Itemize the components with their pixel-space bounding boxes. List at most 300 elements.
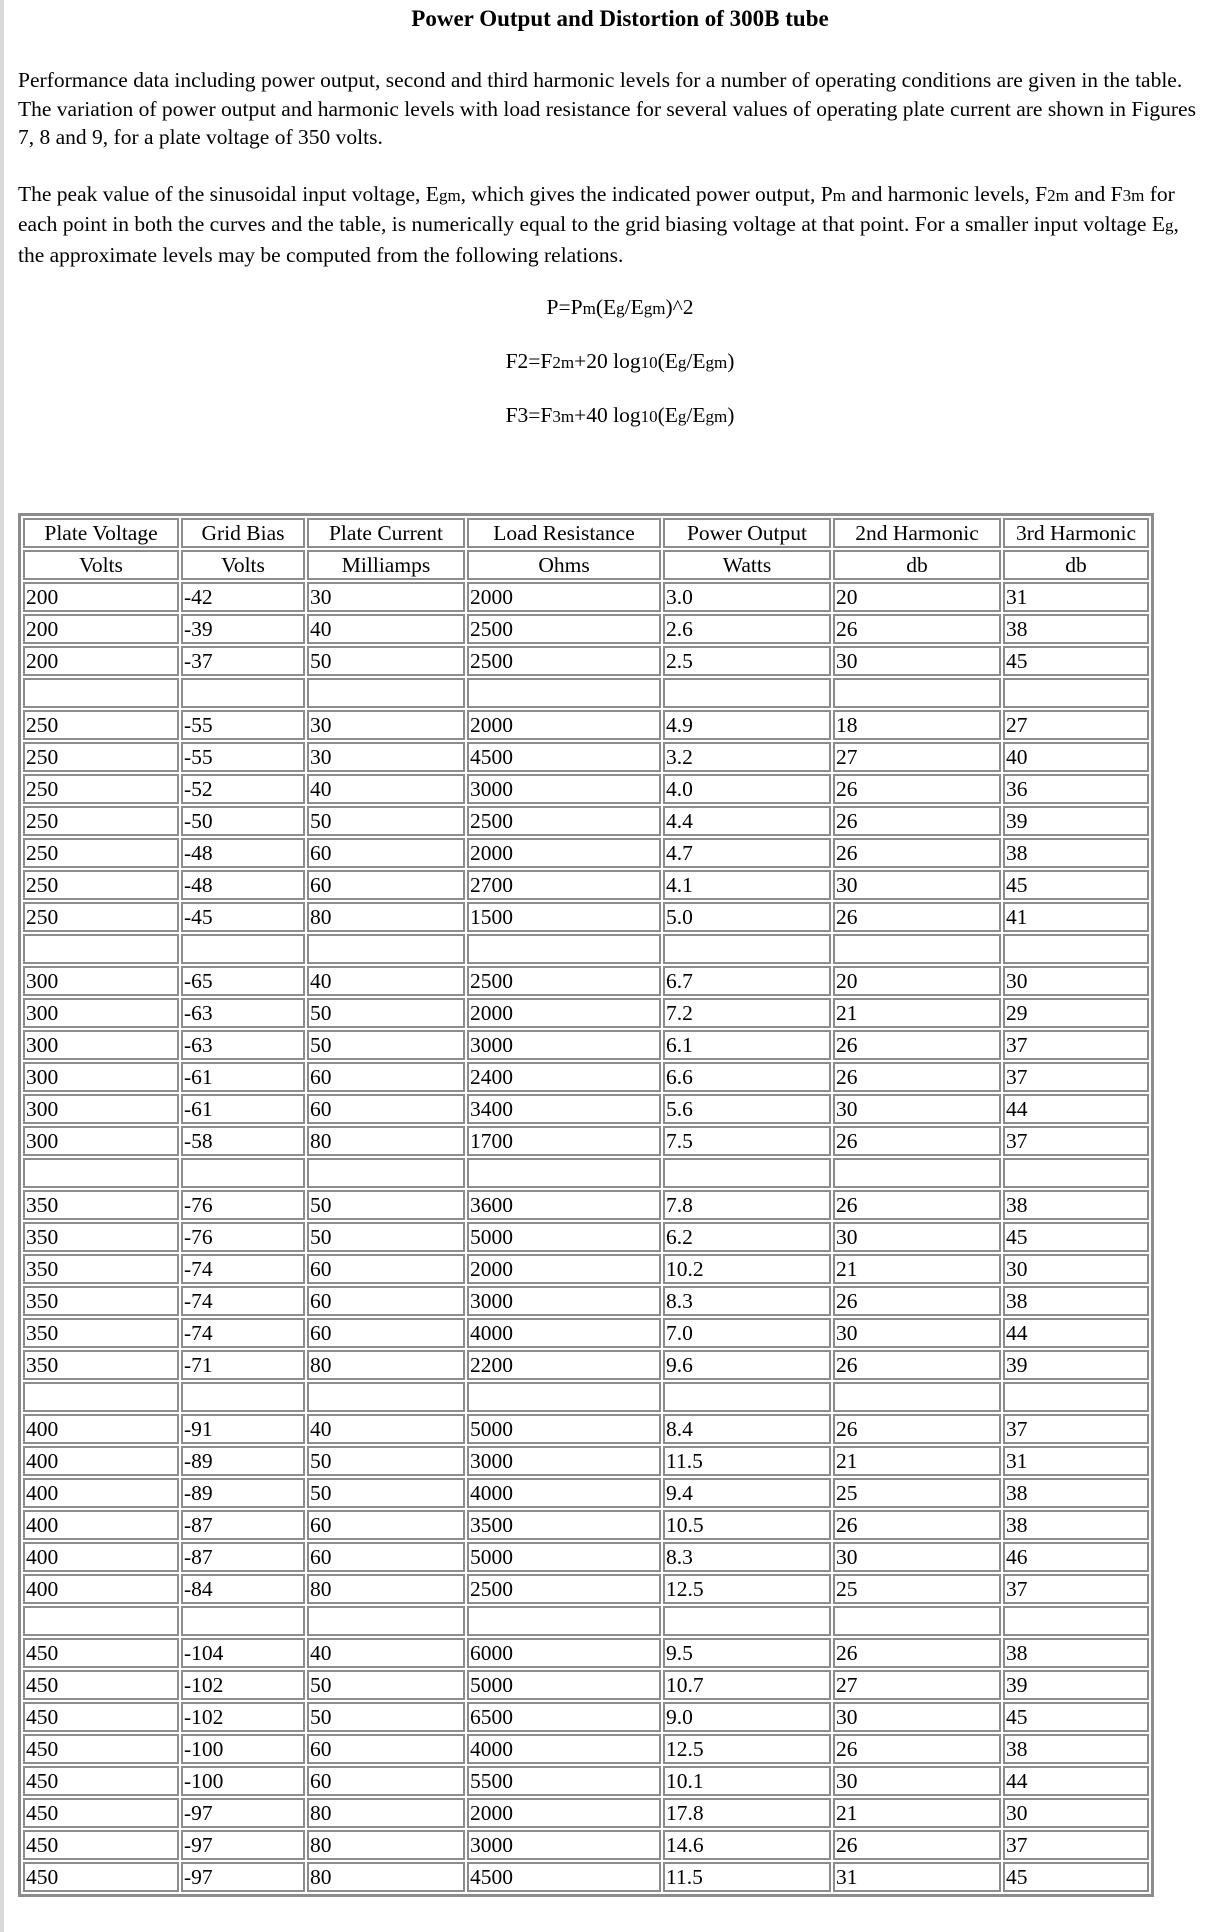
text-run: P=P (546, 295, 583, 319)
cell-third-harmonic: 46 (1003, 1542, 1149, 1572)
header-plate-current: Plate Current (307, 518, 465, 548)
cell-plate-current: 40 (307, 1414, 465, 1444)
empty-cell (1003, 1158, 1149, 1188)
cell-second-harmonic: 26 (833, 1510, 1001, 1540)
group-separator-row (23, 1158, 1149, 1188)
cell-power-output: 11.5 (663, 1446, 831, 1476)
text-run: m (832, 185, 846, 205)
table-row (23, 1478, 1149, 1508)
cell-third-harmonic: 44 (1003, 1318, 1149, 1348)
cell-plate-voltage: 450 (23, 1702, 179, 1732)
cell-plate-current: 60 (307, 1734, 465, 1764)
cell-third-harmonic: 37 (1003, 1030, 1149, 1060)
table-row (23, 614, 1149, 644)
cell-load-resistance: 5000 (467, 1542, 661, 1572)
cell-grid-bias: -48 (181, 870, 305, 900)
cell-grid-bias: -52 (181, 774, 305, 804)
text-run: (E (657, 349, 678, 373)
table-row (23, 1350, 1149, 1380)
cell-grid-bias: -76 (181, 1190, 305, 1220)
cell-grid-bias: -74 (181, 1254, 305, 1284)
unit-power-output: Watts (663, 550, 831, 580)
cell-third-harmonic: 45 (1003, 1222, 1149, 1252)
cell-load-resistance: 6500 (467, 1702, 661, 1732)
cell-plate-current: 50 (307, 646, 465, 676)
cell-third-harmonic: 38 (1003, 614, 1149, 644)
empty-cell (307, 934, 465, 964)
cell-grid-bias: -104 (181, 1638, 305, 1668)
text-run: gm (705, 407, 728, 426)
cell-grid-bias: -89 (181, 1478, 305, 1508)
table-row (23, 774, 1149, 804)
cell-second-harmonic: 26 (833, 1350, 1001, 1380)
cell-plate-current: 40 (307, 774, 465, 804)
cell-grid-bias: -61 (181, 1094, 305, 1124)
cell-third-harmonic: 30 (1003, 1798, 1149, 1828)
group-separator-row (23, 678, 1149, 708)
cell-load-resistance: 2700 (467, 870, 661, 900)
cell-second-harmonic: 18 (833, 710, 1001, 740)
text-run: g (616, 299, 625, 318)
cell-second-harmonic: 26 (833, 1190, 1001, 1220)
cell-third-harmonic: 37 (1003, 1414, 1149, 1444)
cell-plate-voltage: 250 (23, 838, 179, 868)
cell-second-harmonic: 30 (833, 1222, 1001, 1252)
cell-plate-current: 60 (307, 838, 465, 868)
text-run: 10 (640, 407, 658, 426)
cell-power-output: 4.9 (663, 710, 831, 740)
cell-third-harmonic: 37 (1003, 1574, 1149, 1604)
cell-grid-bias: -97 (181, 1830, 305, 1860)
cell-second-harmonic: 26 (833, 1286, 1001, 1316)
cell-power-output: 6.2 (663, 1222, 831, 1252)
cell-power-output: 5.6 (663, 1094, 831, 1124)
cell-power-output: 17.8 (663, 1798, 831, 1828)
cell-plate-current: 50 (307, 1670, 465, 1700)
empty-cell (467, 678, 661, 708)
table-row (23, 1094, 1149, 1124)
table-row (23, 1862, 1149, 1892)
cell-load-resistance: 6000 (467, 1638, 661, 1668)
cell-power-output: 9.6 (663, 1350, 831, 1380)
empty-cell (1003, 1382, 1149, 1412)
cell-grid-bias: -97 (181, 1862, 305, 1892)
cell-load-resistance: 3400 (467, 1094, 661, 1124)
cell-plate-voltage: 300 (23, 1030, 179, 1060)
cell-power-output: 9.4 (663, 1478, 831, 1508)
cell-second-harmonic: 25 (833, 1478, 1001, 1508)
cell-power-output: 7.8 (663, 1190, 831, 1220)
text-run: 10 (640, 353, 658, 372)
table-row (23, 1830, 1149, 1860)
cell-grid-bias: -55 (181, 710, 305, 740)
empty-cell (467, 934, 661, 964)
cell-second-harmonic: 27 (833, 742, 1001, 772)
cell-plate-current: 50 (307, 1478, 465, 1508)
empty-cell (467, 1158, 661, 1188)
cell-third-harmonic: 38 (1003, 1638, 1149, 1668)
empty-cell (23, 1606, 179, 1636)
cell-load-resistance: 1700 (467, 1126, 661, 1156)
table-row (23, 1798, 1149, 1828)
empty-cell (307, 678, 465, 708)
cell-load-resistance: 2500 (467, 966, 661, 996)
cell-plate-current: 50 (307, 1030, 465, 1060)
cell-load-resistance: 4000 (467, 1318, 661, 1348)
cell-third-harmonic: 37 (1003, 1830, 1149, 1860)
table-row (23, 1286, 1149, 1316)
cell-grid-bias: -74 (181, 1318, 305, 1348)
cell-power-output: 4.1 (663, 870, 831, 900)
cell-grid-bias: -76 (181, 1222, 305, 1252)
table-row (23, 806, 1149, 836)
cell-load-resistance: 4000 (467, 1478, 661, 1508)
cell-second-harmonic: 27 (833, 1670, 1001, 1700)
cell-plate-voltage: 400 (23, 1414, 179, 1444)
cell-third-harmonic: 38 (1003, 1510, 1149, 1540)
cell-power-output: 6.1 (663, 1030, 831, 1060)
cell-plate-voltage: 400 (23, 1478, 179, 1508)
cell-grid-bias: -55 (181, 742, 305, 772)
cell-load-resistance: 5000 (467, 1670, 661, 1700)
cell-load-resistance: 3000 (467, 1030, 661, 1060)
table-row (23, 646, 1149, 676)
cell-plate-voltage: 350 (23, 1286, 179, 1316)
empty-cell (663, 1606, 831, 1636)
cell-second-harmonic: 26 (833, 1414, 1001, 1444)
header-load-resistance: Load Resistance (467, 518, 661, 548)
text-run: /E (624, 295, 644, 319)
cell-second-harmonic: 31 (833, 1862, 1001, 1892)
cell-grid-bias: -74 (181, 1286, 305, 1316)
empty-cell (307, 1158, 465, 1188)
cell-grid-bias: -48 (181, 838, 305, 868)
empty-cell (181, 1382, 305, 1412)
second-harmonic-formula (30, 347, 1210, 377)
cell-third-harmonic: 38 (1003, 838, 1149, 868)
cell-plate-current: 30 (307, 742, 465, 772)
cell-power-output: 10.2 (663, 1254, 831, 1284)
cell-plate-current: 40 (307, 1638, 465, 1668)
cell-load-resistance: 2500 (467, 614, 661, 644)
table-row (23, 1318, 1149, 1348)
cell-third-harmonic: 41 (1003, 902, 1149, 932)
cell-plate-voltage: 250 (23, 710, 179, 740)
cell-plate-current: 80 (307, 1862, 465, 1892)
cell-power-output: 4.7 (663, 838, 831, 868)
cell-plate-current: 80 (307, 1574, 465, 1604)
cell-plate-voltage: 450 (23, 1862, 179, 1892)
cell-third-harmonic: 45 (1003, 1702, 1149, 1732)
cell-plate-voltage: 350 (23, 1318, 179, 1348)
cell-load-resistance: 5000 (467, 1414, 661, 1444)
cell-third-harmonic: 38 (1003, 1734, 1149, 1764)
cell-power-output: 9.0 (663, 1702, 831, 1732)
text-run: /E (686, 403, 706, 427)
empty-cell (23, 1158, 179, 1188)
cell-plate-current: 60 (307, 1286, 465, 1316)
empty-cell (23, 934, 179, 964)
text-run: g (677, 407, 687, 426)
cell-plate-voltage: 400 (23, 1574, 179, 1604)
cell-second-harmonic: 26 (833, 1062, 1001, 1092)
table-row (23, 966, 1149, 996)
cell-plate-voltage: 250 (23, 742, 179, 772)
text-run: and harmonic levels, F (845, 181, 1048, 206)
text-run: 2m (1047, 185, 1069, 205)
cell-plate-current: 50 (307, 1702, 465, 1732)
cell-plate-voltage: 400 (23, 1542, 179, 1572)
cell-power-output: 10.1 (663, 1766, 831, 1796)
cell-load-resistance: 2000 (467, 582, 661, 612)
cell-plate-voltage: 250 (23, 902, 179, 932)
cell-grid-bias: -42 (181, 582, 305, 612)
text-run: 3m (552, 407, 575, 426)
text-run: , which gives the indicated power output, P (460, 181, 833, 206)
cell-power-output: 4.4 (663, 806, 831, 836)
cell-plate-voltage: 200 (23, 646, 179, 676)
cell-third-harmonic: 30 (1003, 1254, 1149, 1284)
table-row (23, 1126, 1149, 1156)
cell-third-harmonic: 44 (1003, 1766, 1149, 1796)
cell-load-resistance: 4500 (467, 1862, 661, 1892)
empty-cell (833, 678, 1001, 708)
table-row (23, 742, 1149, 772)
cell-plate-voltage: 350 (23, 1190, 179, 1220)
unit-load-resistance: Ohms (467, 550, 661, 580)
table-row (23, 1414, 1149, 1444)
cell-plate-current: 60 (307, 1766, 465, 1796)
cell-third-harmonic: 44 (1003, 1094, 1149, 1124)
cell-grid-bias: -61 (181, 1062, 305, 1092)
empty-cell (1003, 1606, 1149, 1636)
empty-cell (181, 934, 305, 964)
cell-grid-bias: -37 (181, 646, 305, 676)
page-title: Power Output and Distortion of 300B tube (411, 6, 829, 31)
empty-cell (833, 1382, 1001, 1412)
cell-load-resistance: 2200 (467, 1350, 661, 1380)
cell-plate-voltage: 200 (23, 614, 179, 644)
cell-load-resistance: 2000 (467, 1254, 661, 1284)
table-container (18, 513, 1154, 1897)
cell-grid-bias: -97 (181, 1798, 305, 1828)
cell-third-harmonic: 45 (1003, 646, 1149, 676)
table-row (23, 1702, 1149, 1732)
table-row (23, 902, 1149, 932)
table-row (23, 1510, 1149, 1540)
text-run: +40 log (574, 403, 641, 427)
table-row (23, 838, 1149, 868)
cell-grid-bias: -84 (181, 1574, 305, 1604)
header-2nd-harmonic: 2nd Harmonic (833, 518, 1001, 548)
document-page (18, 0, 1198, 1889)
empty-cell (467, 1606, 661, 1636)
cell-power-output: 7.2 (663, 998, 831, 1028)
cell-second-harmonic: 26 (833, 1830, 1001, 1860)
text-run: F2=F (505, 349, 553, 373)
cell-grid-bias: -100 (181, 1734, 305, 1764)
cell-third-harmonic: 38 (1003, 1190, 1149, 1220)
cell-third-harmonic: 40 (1003, 742, 1149, 772)
cell-load-resistance: 3500 (467, 1510, 661, 1540)
cell-power-output: 9.5 (663, 1638, 831, 1668)
cell-second-harmonic: 26 (833, 806, 1001, 836)
cell-third-harmonic: 38 (1003, 1286, 1149, 1316)
table-row (23, 582, 1149, 612)
cell-load-resistance: 4500 (467, 742, 661, 772)
cell-third-harmonic: 37 (1003, 1126, 1149, 1156)
cell-plate-voltage: 400 (23, 1446, 179, 1476)
table-row (23, 1446, 1149, 1476)
empty-cell (663, 1158, 831, 1188)
empty-cell (663, 678, 831, 708)
table-row (23, 870, 1149, 900)
header-row (23, 518, 1149, 548)
cell-second-harmonic: 30 (833, 1318, 1001, 1348)
cell-second-harmonic: 25 (833, 1574, 1001, 1604)
cell-plate-voltage: 450 (23, 1734, 179, 1764)
cell-grid-bias: -39 (181, 614, 305, 644)
cell-plate-voltage: 250 (23, 870, 179, 900)
cell-grid-bias: -65 (181, 966, 305, 996)
cell-power-output: 8.4 (663, 1414, 831, 1444)
cell-load-resistance: 5500 (467, 1766, 661, 1796)
cell-second-harmonic: 30 (833, 1542, 1001, 1572)
header-power-output: Power Output (663, 518, 831, 548)
cell-third-harmonic: 31 (1003, 1446, 1149, 1476)
cell-second-harmonic: 26 (833, 1734, 1001, 1764)
table-row (23, 1574, 1149, 1604)
cell-plate-current: 30 (307, 582, 465, 612)
cell-load-resistance: 3000 (467, 1446, 661, 1476)
text-run: )^2 (665, 295, 694, 319)
cell-grid-bias: -45 (181, 902, 305, 932)
group-separator-row (23, 1382, 1149, 1412)
cell-load-resistance: 1500 (467, 902, 661, 932)
empty-cell (833, 1158, 1001, 1188)
cell-plate-current: 50 (307, 1446, 465, 1476)
cell-second-harmonic: 26 (833, 1638, 1001, 1668)
intro-paragraph (18, 66, 1198, 152)
text-run: gm (705, 353, 728, 372)
table-row (23, 1222, 1149, 1252)
header-3rd-harmonic: 3rd Harmonic (1003, 518, 1149, 548)
cell-second-harmonic: 30 (833, 1766, 1001, 1796)
text-run: 3m (1122, 185, 1145, 205)
cell-grid-bias: -50 (181, 806, 305, 836)
cell-grid-bias: -87 (181, 1510, 305, 1540)
cell-plate-voltage: 450 (23, 1798, 179, 1828)
intro-line-2: The variation of power output and harmonic levels with load resistance for several values of operating plate current are shown in Figures 7, 8 and 9, for a plate voltage of 350 volts. (18, 96, 1196, 149)
cell-plate-voltage: 250 (23, 774, 179, 804)
cell-third-harmonic: 30 (1003, 966, 1149, 996)
cell-plate-current: 40 (307, 614, 465, 644)
cell-second-harmonic: 20 (833, 582, 1001, 612)
cell-power-output: 8.3 (663, 1286, 831, 1316)
cell-second-harmonic: 30 (833, 870, 1001, 900)
text-run: gm (438, 185, 461, 205)
cell-plate-current: 80 (307, 1798, 465, 1828)
empty-cell (181, 678, 305, 708)
cell-load-resistance: 5000 (467, 1222, 661, 1252)
cell-plate-voltage: 250 (23, 806, 179, 836)
cell-grid-bias: -58 (181, 1126, 305, 1156)
table-row (23, 1542, 1149, 1572)
cell-load-resistance: 2400 (467, 1062, 661, 1092)
cell-plate-voltage: 450 (23, 1830, 179, 1860)
table-row (23, 998, 1149, 1028)
cell-plate-voltage: 200 (23, 582, 179, 612)
text-run: (E (595, 295, 617, 319)
cell-plate-current: 50 (307, 998, 465, 1028)
empty-cell (833, 934, 1001, 964)
cell-power-output: 5.0 (663, 902, 831, 932)
cell-second-harmonic: 30 (833, 1094, 1001, 1124)
text-run: +20 log (574, 349, 641, 373)
cell-second-harmonic: 30 (833, 646, 1001, 676)
cell-third-harmonic: 45 (1003, 870, 1149, 900)
cell-grid-bias: -100 (181, 1766, 305, 1796)
cell-second-harmonic: 20 (833, 966, 1001, 996)
cell-plate-voltage: 450 (23, 1766, 179, 1796)
cell-power-output: 7.0 (663, 1318, 831, 1348)
cell-grid-bias: -102 (181, 1702, 305, 1732)
cell-second-harmonic: 21 (833, 998, 1001, 1028)
intro-line-1: Performance data including power output, second and third harmonic levels for a number of operating conditions are given in the table. (18, 68, 1183, 92)
text-run: g (1164, 216, 1174, 235)
left-border (0, 0, 4, 1932)
table-row (23, 1190, 1149, 1220)
empty-cell (307, 1606, 465, 1636)
table-row (23, 1734, 1149, 1764)
cell-second-harmonic: 26 (833, 1126, 1001, 1156)
cell-plate-voltage: 300 (23, 998, 179, 1028)
empty-cell (181, 1158, 305, 1188)
header-grid-bias: Grid Bias (181, 518, 305, 548)
text-run: for each point in both the curves and the table, is numerically equal to the grid biasing voltage at that point. For a smaller input voltage E (18, 181, 1175, 236)
text-run: and F (1068, 181, 1123, 206)
cell-power-output: 8.3 (663, 1542, 831, 1572)
table-row (23, 1670, 1149, 1700)
performance-table (18, 513, 1154, 1897)
cell-load-resistance: 2500 (467, 1574, 661, 1604)
cell-second-harmonic: 26 (833, 614, 1001, 644)
cell-plate-voltage: 350 (23, 1254, 179, 1284)
cell-plate-current: 50 (307, 1190, 465, 1220)
group-separator-row (23, 1606, 1149, 1636)
cell-plate-current: 80 (307, 1350, 465, 1380)
cell-load-resistance: 4000 (467, 1734, 661, 1764)
cell-plate-current: 80 (307, 1126, 465, 1156)
cell-power-output: 10.7 (663, 1670, 831, 1700)
cell-load-resistance: 3000 (467, 1830, 661, 1860)
table-row (23, 1062, 1149, 1092)
cell-plate-voltage: 450 (23, 1670, 179, 1700)
group-separator-row (23, 934, 1149, 964)
empty-cell (663, 1382, 831, 1412)
empty-cell (1003, 678, 1149, 708)
cell-plate-voltage: 400 (23, 1510, 179, 1540)
cell-third-harmonic: 38 (1003, 1478, 1149, 1508)
empty-cell (23, 678, 179, 708)
cell-load-resistance: 2000 (467, 1798, 661, 1828)
text-run: m (582, 299, 596, 318)
cell-plate-current: 80 (307, 902, 465, 932)
empty-cell (467, 1382, 661, 1412)
header-plate-voltage: Plate Voltage (23, 518, 179, 548)
cell-grid-bias: -71 (181, 1350, 305, 1380)
cell-grid-bias: -63 (181, 998, 305, 1028)
